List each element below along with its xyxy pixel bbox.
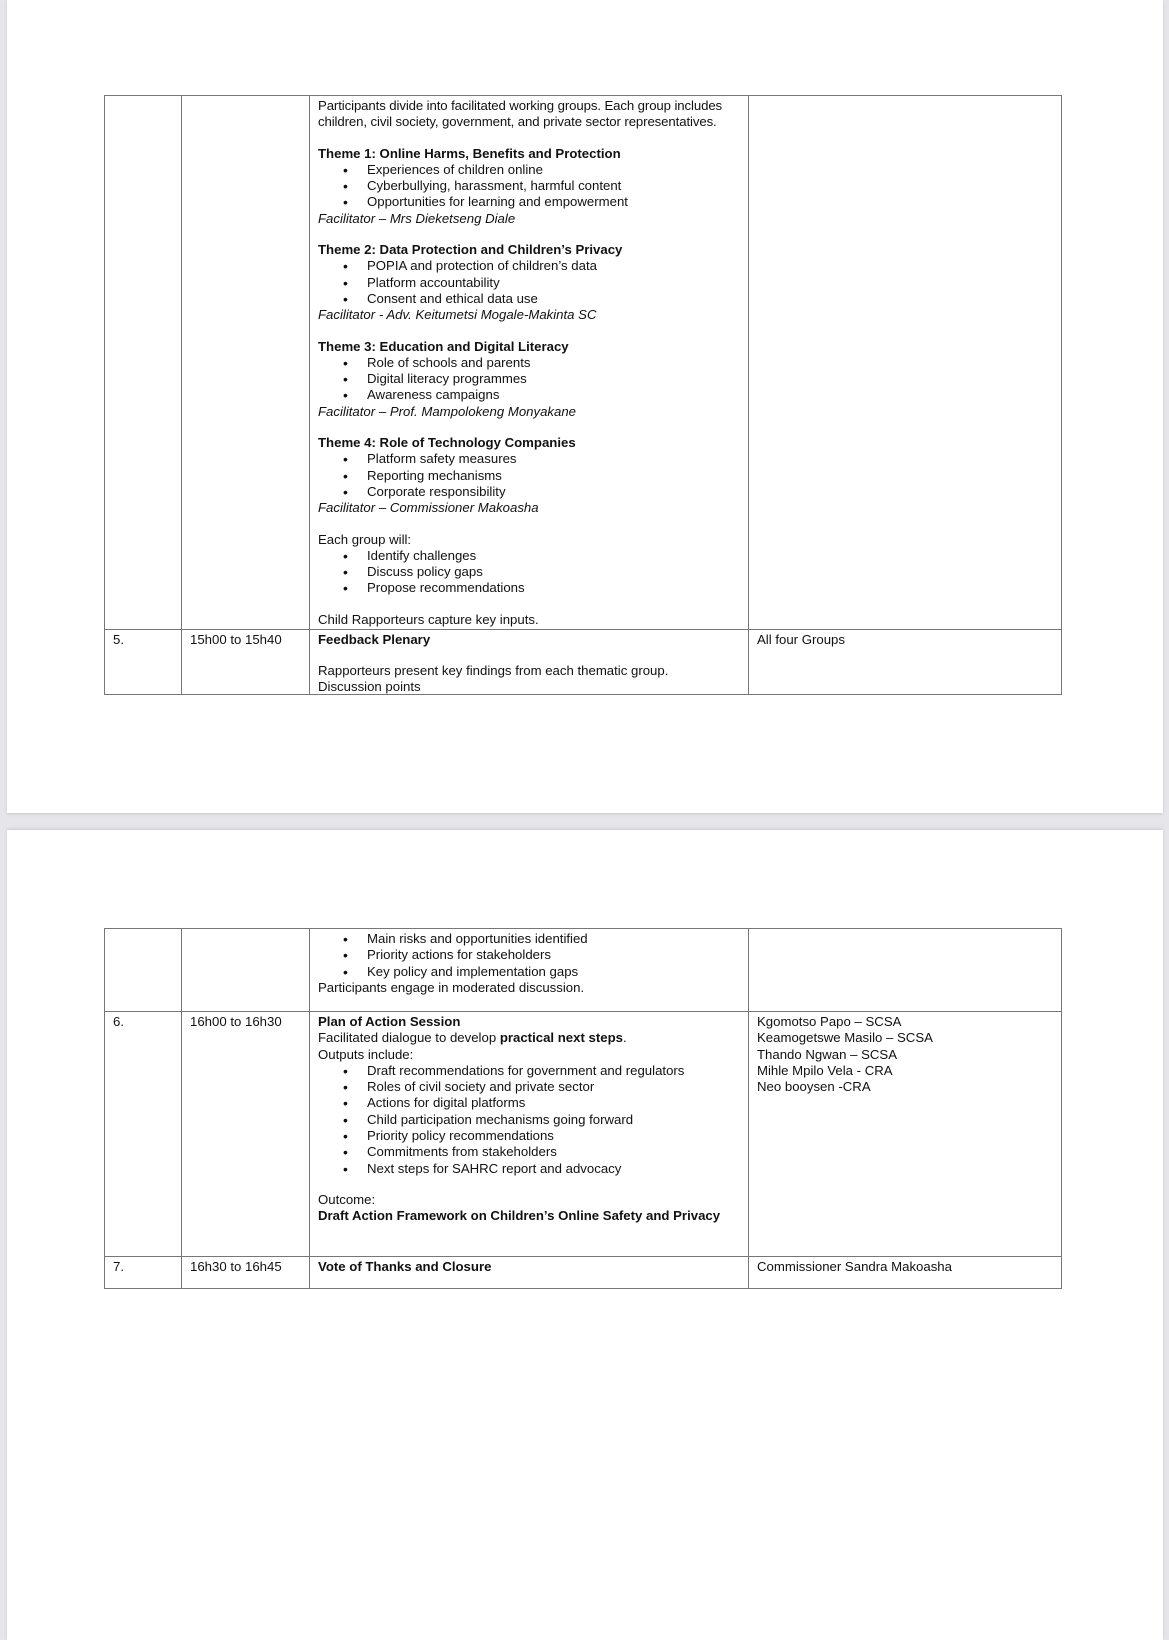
number-cell: 5. bbox=[105, 630, 182, 695]
list-item: • Actions for digital platforms bbox=[318, 1095, 741, 1111]
list-item: • Identify challenges bbox=[318, 548, 741, 564]
theme-list bbox=[318, 451, 741, 500]
list-item: • Awareness campaigns bbox=[318, 387, 741, 403]
table-row bbox=[105, 929, 1062, 1012]
responsible-name: Kgomotso Papo – SCSA bbox=[757, 1014, 902, 1029]
theme-title: Theme 2: Data Protection and Children’s Privacy bbox=[318, 242, 623, 258]
facilitator-text: Facilitator – Commissioner Makoasha bbox=[318, 500, 539, 516]
outcome-text: Draft Action Framework on Children’s Online Safety and Privacy bbox=[318, 1208, 721, 1224]
session-text: Discussion points bbox=[318, 678, 421, 694]
session-text: Rapporteurs present key findings from each thematic group. bbox=[318, 663, 669, 679]
table-row bbox=[105, 1012, 1062, 1257]
responsible-name: Keamogetswe Masilo – SCSA bbox=[757, 1030, 933, 1046]
list-item: • Commitments from stakeholders bbox=[318, 1144, 741, 1160]
list-item: • POPIA and protection of children’s data bbox=[318, 258, 741, 274]
agenda-table bbox=[104, 95, 1062, 695]
responsible-name: Neo booysen -CRA bbox=[757, 1079, 871, 1095]
outcome-label: Outcome: bbox=[318, 1191, 376, 1207]
list-item: • Propose recommendations bbox=[318, 580, 741, 596]
time-cell bbox=[182, 96, 310, 630]
session-text bbox=[318, 1030, 741, 1046]
responsible-cell: Commissioner Sandra Makoasha bbox=[749, 1257, 1062, 1289]
theme-list bbox=[318, 162, 741, 211]
time-cell: 16h30 to 16h45 bbox=[182, 1257, 310, 1289]
text-span: Facilitated dialogue to develop bbox=[318, 1030, 500, 1046]
list-item: • Experiences of children online bbox=[318, 162, 741, 178]
responsible-cell bbox=[749, 96, 1062, 630]
list-item: • Role of schools and parents bbox=[318, 355, 741, 371]
time-cell: 16h00 to 16h30 bbox=[182, 1012, 310, 1257]
outputs-list bbox=[318, 1063, 741, 1177]
facilitator-text: Facilitator – Mrs Dieketseng Diale bbox=[318, 210, 516, 226]
table-row bbox=[105, 96, 1062, 630]
list-item: • Corporate responsibility bbox=[318, 484, 741, 500]
theme-title: Theme 3: Education and Digital Literacy bbox=[318, 338, 569, 354]
list-item: • Digital literacy programmes bbox=[318, 371, 741, 387]
document-page-1 bbox=[7, 0, 1163, 813]
responsible-name: Thando Ngwan – SCSA bbox=[757, 1046, 898, 1062]
theme-list bbox=[318, 355, 741, 404]
number-cell: 7. bbox=[105, 1257, 182, 1289]
theme-title: Theme 1: Online Harms, Benefits and Protection bbox=[318, 145, 621, 161]
list-item: • Priority actions for stakeholders bbox=[318, 947, 741, 963]
list-item: • Cyberbullying, harassment, harmful content bbox=[318, 178, 741, 194]
number-cell bbox=[105, 96, 182, 630]
session-title: Feedback Plenary bbox=[318, 632, 431, 648]
text-bold: practical next steps bbox=[499, 1030, 623, 1046]
session-title: Plan of Action Session bbox=[318, 1014, 461, 1029]
list-item: • Platform accountability bbox=[318, 275, 741, 291]
activity-cell bbox=[310, 929, 749, 1012]
responsible-cell bbox=[749, 1012, 1062, 1257]
activity-cell bbox=[310, 1012, 749, 1257]
table-row bbox=[105, 630, 1062, 695]
list-item: • Next steps for SAHRC report and advocacy bbox=[318, 1161, 741, 1177]
list-item: • Consent and ethical data use bbox=[318, 291, 741, 307]
agenda-table bbox=[104, 928, 1062, 1289]
table-row bbox=[105, 1257, 1062, 1289]
group-intro-text: Each group will: bbox=[318, 531, 412, 547]
time-cell bbox=[182, 929, 310, 1012]
theme-list bbox=[318, 258, 741, 307]
list-item: • Main risks and opportunities identified bbox=[318, 931, 741, 947]
group-task-list bbox=[318, 548, 741, 597]
list-item: • Reporting mechanisms bbox=[318, 468, 741, 484]
session-title: Vote of Thanks and Closure bbox=[310, 1257, 749, 1289]
intro-text: Participants divide into facilitated working groups. Each group includes children, civil society, government, and private sector representatives. bbox=[318, 98, 723, 130]
discussion-list bbox=[318, 931, 741, 980]
number-cell bbox=[105, 929, 182, 1012]
list-item: • Roles of civil society and private sector bbox=[318, 1079, 741, 1095]
list-item: • Opportunities for learning and empowerment bbox=[318, 194, 741, 210]
facilitator-text: Facilitator – Prof. Mampolokeng Monyakane bbox=[318, 403, 577, 419]
facilitator-text: Facilitator - Adv. Keitumetsi Mogale-Makinta SC bbox=[318, 307, 597, 323]
list-item: • Platform safety measures bbox=[318, 451, 741, 467]
list-item: • Priority policy recommendations bbox=[318, 1128, 741, 1144]
document-page-2 bbox=[7, 830, 1163, 1640]
list-item: • Discuss policy gaps bbox=[318, 564, 741, 580]
list-item: • Child participation mechanisms going forward bbox=[318, 1112, 741, 1128]
responsible-name: Mihle Mpilo Vela - CRA bbox=[757, 1062, 893, 1078]
activity-cell bbox=[310, 96, 749, 630]
rapporteurs-text: Child Rapporteurs capture key inputs. bbox=[318, 611, 539, 627]
session-text: Participants engage in moderated discussion. bbox=[318, 979, 585, 995]
time-cell: 15h00 to 15h40 bbox=[182, 630, 310, 695]
list-item: • Draft recommendations for government and regulators bbox=[318, 1063, 741, 1079]
responsible-cell: All four Groups bbox=[749, 630, 1062, 695]
text-span: . bbox=[622, 1030, 627, 1046]
number-cell: 6. bbox=[105, 1012, 182, 1257]
theme-title: Theme 4: Role of Technology Companies bbox=[318, 435, 576, 451]
list-item: • Key policy and implementation gaps bbox=[318, 964, 741, 980]
activity-cell bbox=[310, 630, 749, 695]
responsible-cell bbox=[749, 929, 1062, 1012]
outputs-label: Outputs include: bbox=[318, 1046, 414, 1062]
